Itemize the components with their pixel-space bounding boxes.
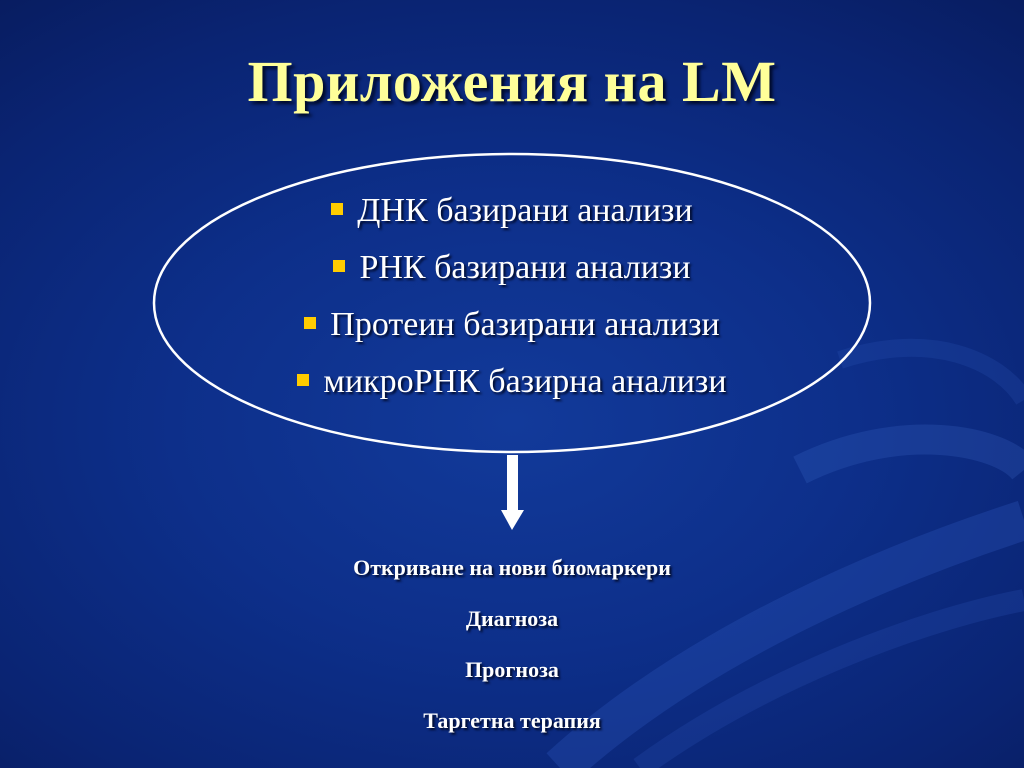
bullet-item-microrna [0,363,1024,401]
bullet-label: ДНК базирани анализи [357,192,693,229]
result-diagnosis: Диагноза [465,606,559,631]
bullet-label: микроРНК базирна анализи [323,363,727,400]
bullet-label: Протеин базирани анализи [330,306,720,343]
bullet-item-protein [0,306,1024,344]
bullet-item-rna [0,249,1024,287]
square-bullet-icon [331,203,343,215]
bullet-item-dna [0,192,1024,230]
slide-title: Приложения на LM [247,49,777,114]
square-bullet-icon [333,260,345,272]
result-prognosis: Прогноза [465,657,559,682]
result-targeted-therapy: Таргетна терапия [423,708,601,733]
down-arrow-icon [501,455,524,530]
square-bullet-icon [297,374,309,386]
result-biomarkers: Откриване на нови биомаркери [353,555,671,580]
bullet-label: РНК базирани анализи [359,249,691,286]
square-bullet-icon [304,317,316,329]
